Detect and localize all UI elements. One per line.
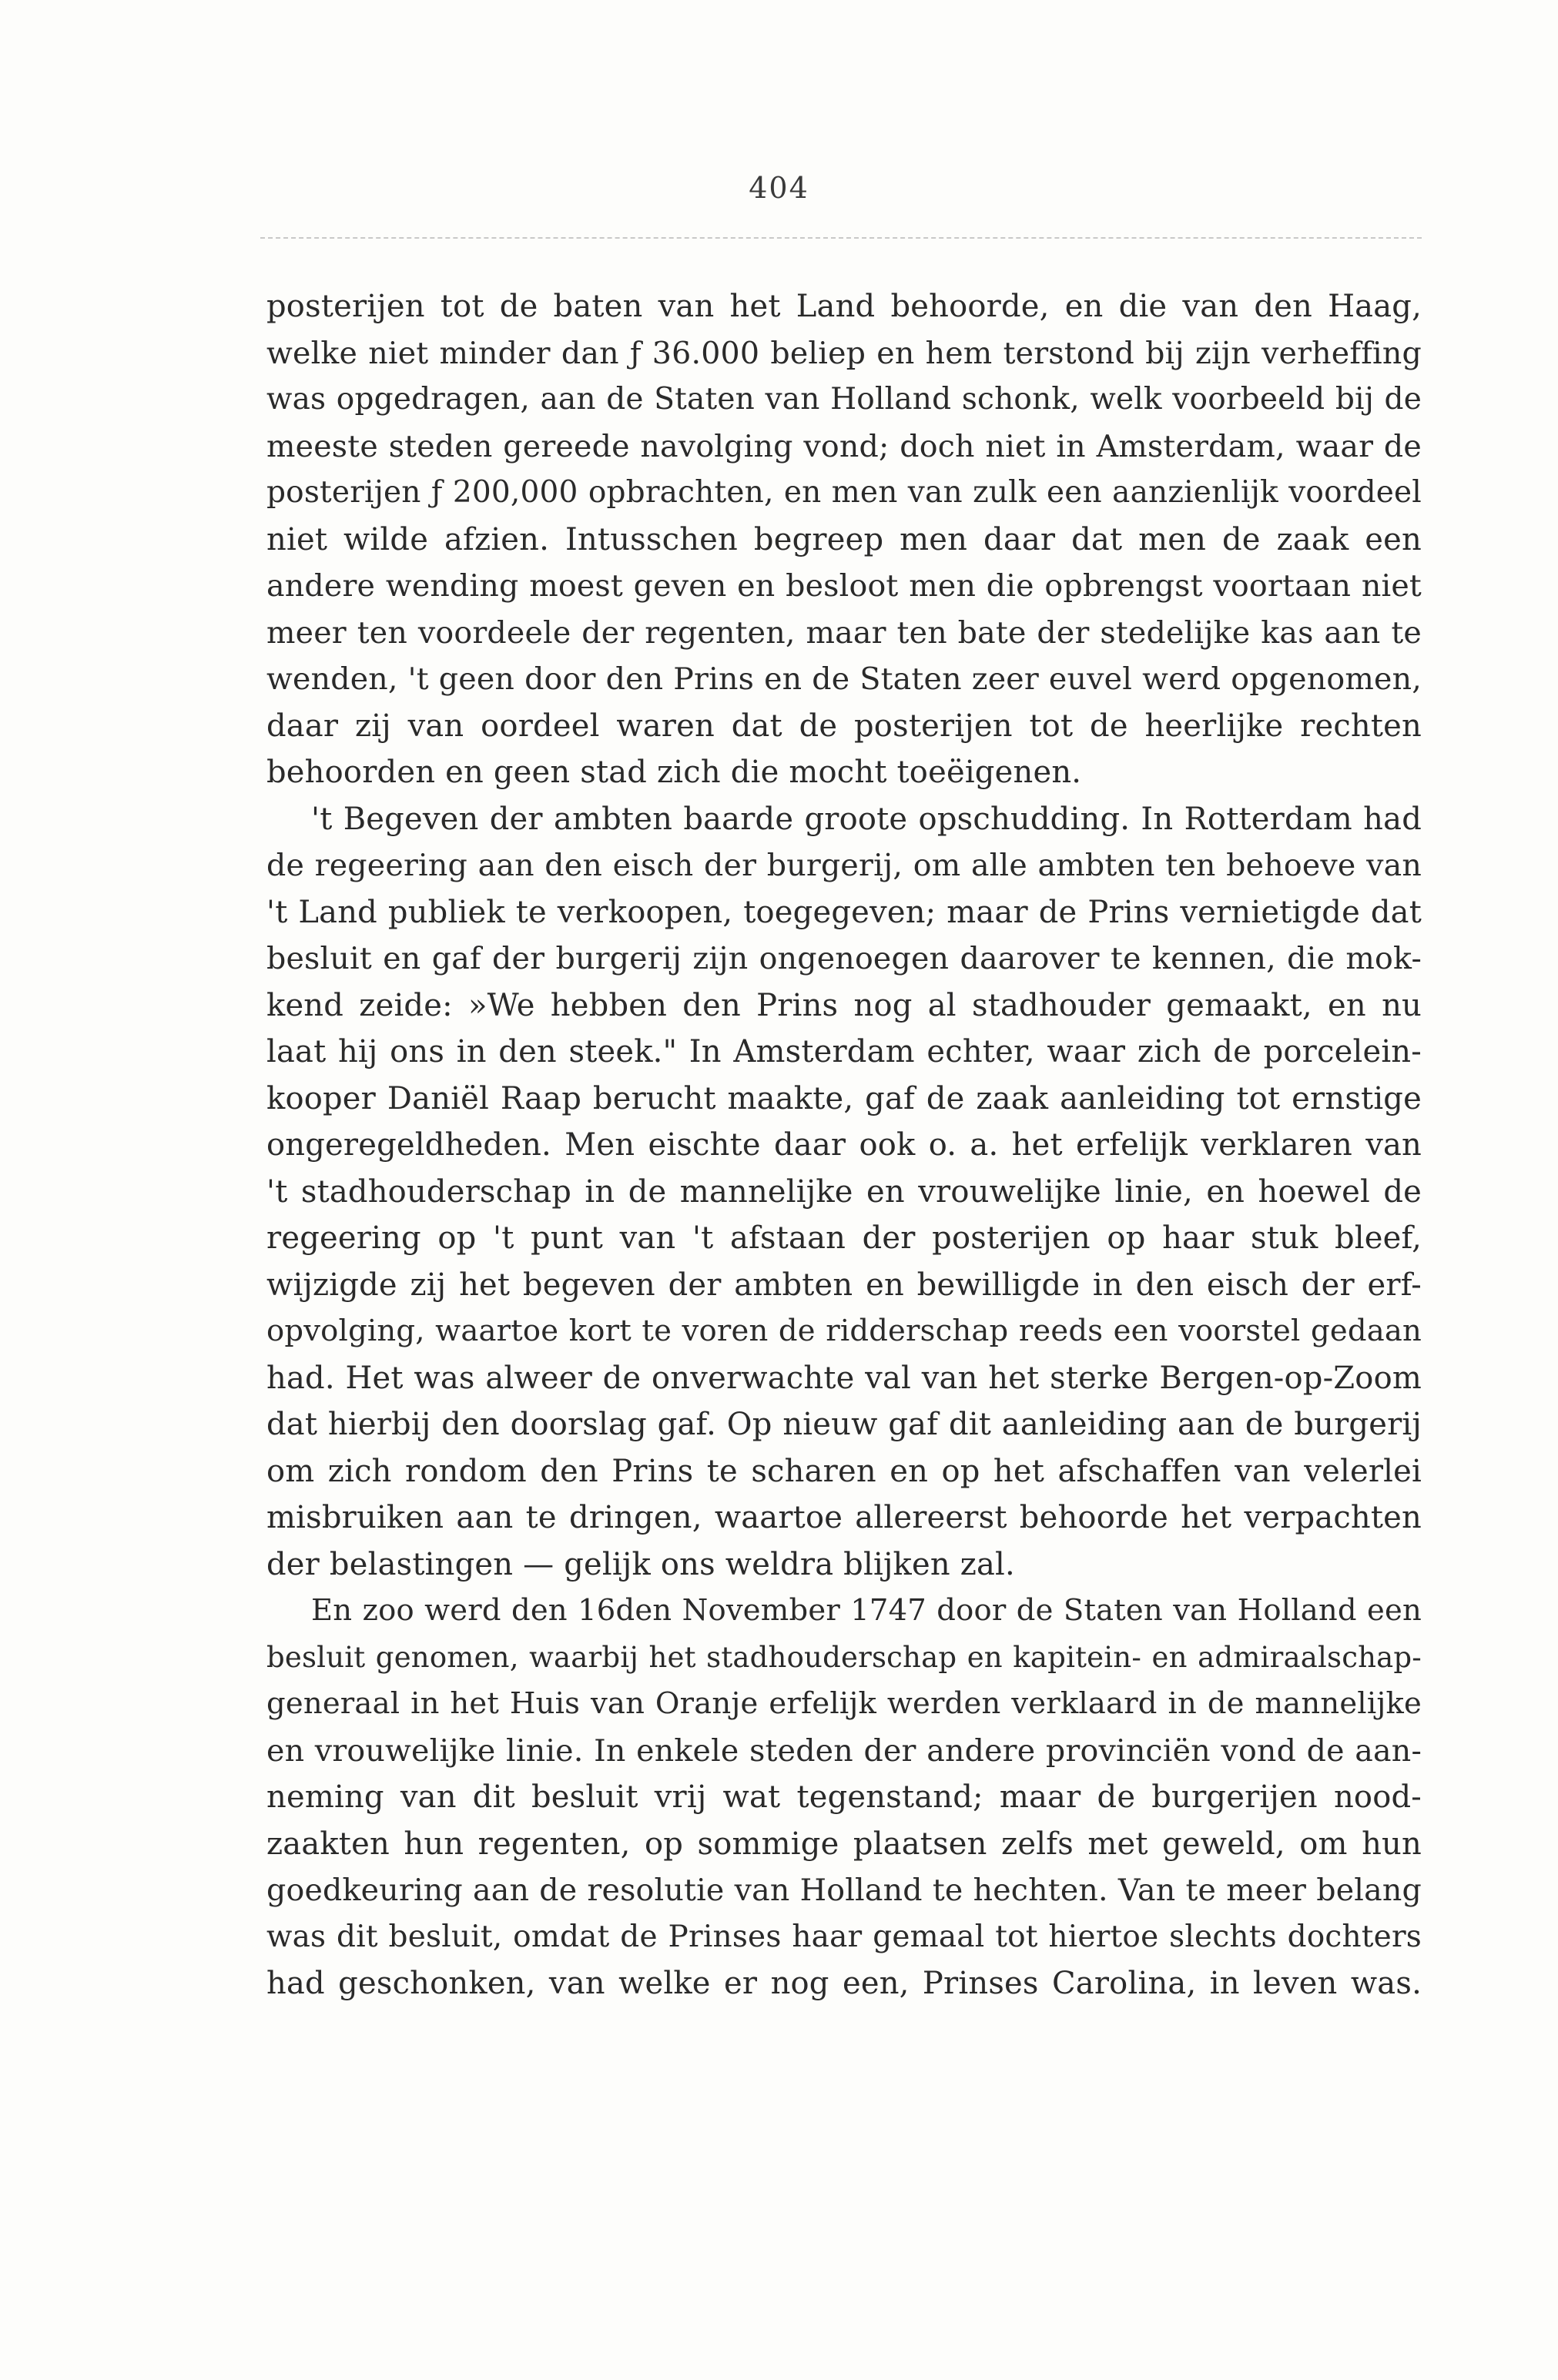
text-line: generaal in het Huis van Oranje erfelijk werden verklaard in de mannelijke [266, 1686, 1422, 1721]
text-line: en vrouwelijke linie. In enkele steden der andere provinciën vond de aan- [266, 1732, 1422, 1769]
text-line: wenden, 't geen door den Prins en de Staten zeer euvel werd opgenomen, [266, 661, 1422, 697]
page-number: 404 [749, 171, 809, 205]
text-line: En zoo werd den 16den November 1747 door de Staten van Holland een [311, 1593, 1422, 1628]
text-line: had. Het was alweer de onverwachte val van het sterke Bergen-op-Zoom [266, 1360, 1422, 1396]
text-line: meer ten voordeele der regenten, maar ten bate der stedelijke kas aan te [266, 614, 1422, 651]
text-line: niet wilde afzien. Intusschen begreep men daar dat men de zaak een [266, 521, 1422, 557]
header-divider [260, 237, 1422, 239]
text-line: 't Begeven der ambten baarde groote opschudding. In Rotterdam had [311, 801, 1422, 837]
text-line: om zich rondom den Prins te scharen en op het afschaffen van velerlei [266, 1453, 1422, 1489]
text-line: was opgedragen, aan de Staten van Holland schonk, welk voorbeeld bij de [266, 382, 1422, 417]
text-line: 't Land publiek te verkoopen, toegegeven; maar de Prins vernietigde dat [266, 894, 1422, 930]
text-line: meeste steden gereede navolging vond; doch niet in Amsterdam, waar de [266, 428, 1422, 464]
text-line: de regeering aan den eisch der burgerij, om alle ambten ten behoeve van [266, 848, 1422, 883]
text-line: goedkeuring aan de resolutie van Holland te hechten. Van te meer belang [266, 1873, 1422, 1908]
text-line: misbruiken aan te dringen, waartoe allereerst behoorde het verpachten [266, 1500, 1422, 1535]
text-line: 't stadhouderschap in de mannelijke en vrouwelijke linie, en hoewel de [266, 1173, 1422, 1210]
text-line: zaakten hun regenten, op sommige plaatsen zelfs met geweld, om hun [266, 1826, 1422, 1862]
text-line: posterijen tot de baten van het Land behoorde, en die van den Haag, [266, 289, 1422, 324]
text-line: was dit besluit, omdat de Prinses haar gemaal tot hiertoe slechts dochters [266, 1919, 1422, 1954]
text-line: posterijen ƒ 200,000 opbrachten, en men van zulk een aanzienlijk voordeel [266, 475, 1422, 510]
text-line: ongeregeldheden. Men eischte daar ook o. a. het erfelijk verklaren van [266, 1127, 1422, 1163]
body-text [266, 283, 1422, 2007]
text-line: opvolging, waartoe kort te voren de ridderschap reeds een voorstel gedaan [266, 1314, 1422, 1348]
text-line: welke niet minder dan ƒ 36.000 beliep en hem terstond bij zijn verheffing [266, 335, 1422, 371]
text-line: neming van dit besluit vrij wat tegenstand; maar de burgerijen nood- [266, 1779, 1422, 1815]
text-line: regeering op 't punt van 't afstaan der posterijen op haar stuk bleef, [266, 1220, 1422, 1256]
text-line: kend zeide: »We hebben den Prins nog al stadhouder gemaakt, en nu [266, 987, 1422, 1023]
text-line: daar zij van oordeel waren dat de posterijen tot de heerlijke rechten [266, 708, 1422, 744]
text-line: besluit en gaf der burgerij zijn ongenoegen daarover te kennen, die mok- [266, 941, 1422, 976]
text-line: besluit genomen, waarbij het stadhouderschap en kapitein- en admiraalschap- [266, 1640, 1422, 1674]
text-line: der belastingen — gelijk ons weldra blijken zal. [266, 1546, 1015, 1582]
text-line: kooper Daniël Raap berucht maakte, gaf de zaak aanleiding tot ernstige [266, 1080, 1422, 1116]
text-line: laat hij ons in den steek." In Amsterdam echter, waar zich de porcelein- [266, 1034, 1422, 1069]
text-line: dat hierbij den doorslag gaf. Op nieuw gaf dit aanleiding aan de burgerij [266, 1407, 1422, 1442]
text-line: had geschonken, van welke er nog een, Prinses Carolina, in leven was. [266, 1966, 1422, 2001]
text-line: wijzigde zij het begeven der ambten en bewilligde in den eisch der erf- [266, 1267, 1422, 1303]
text-line: andere wending moest geven en besloot men die opbrengst voortaan niet [266, 568, 1422, 604]
text-line: behoorden en geen stad zich die mocht toeëigenen. [266, 755, 1082, 790]
